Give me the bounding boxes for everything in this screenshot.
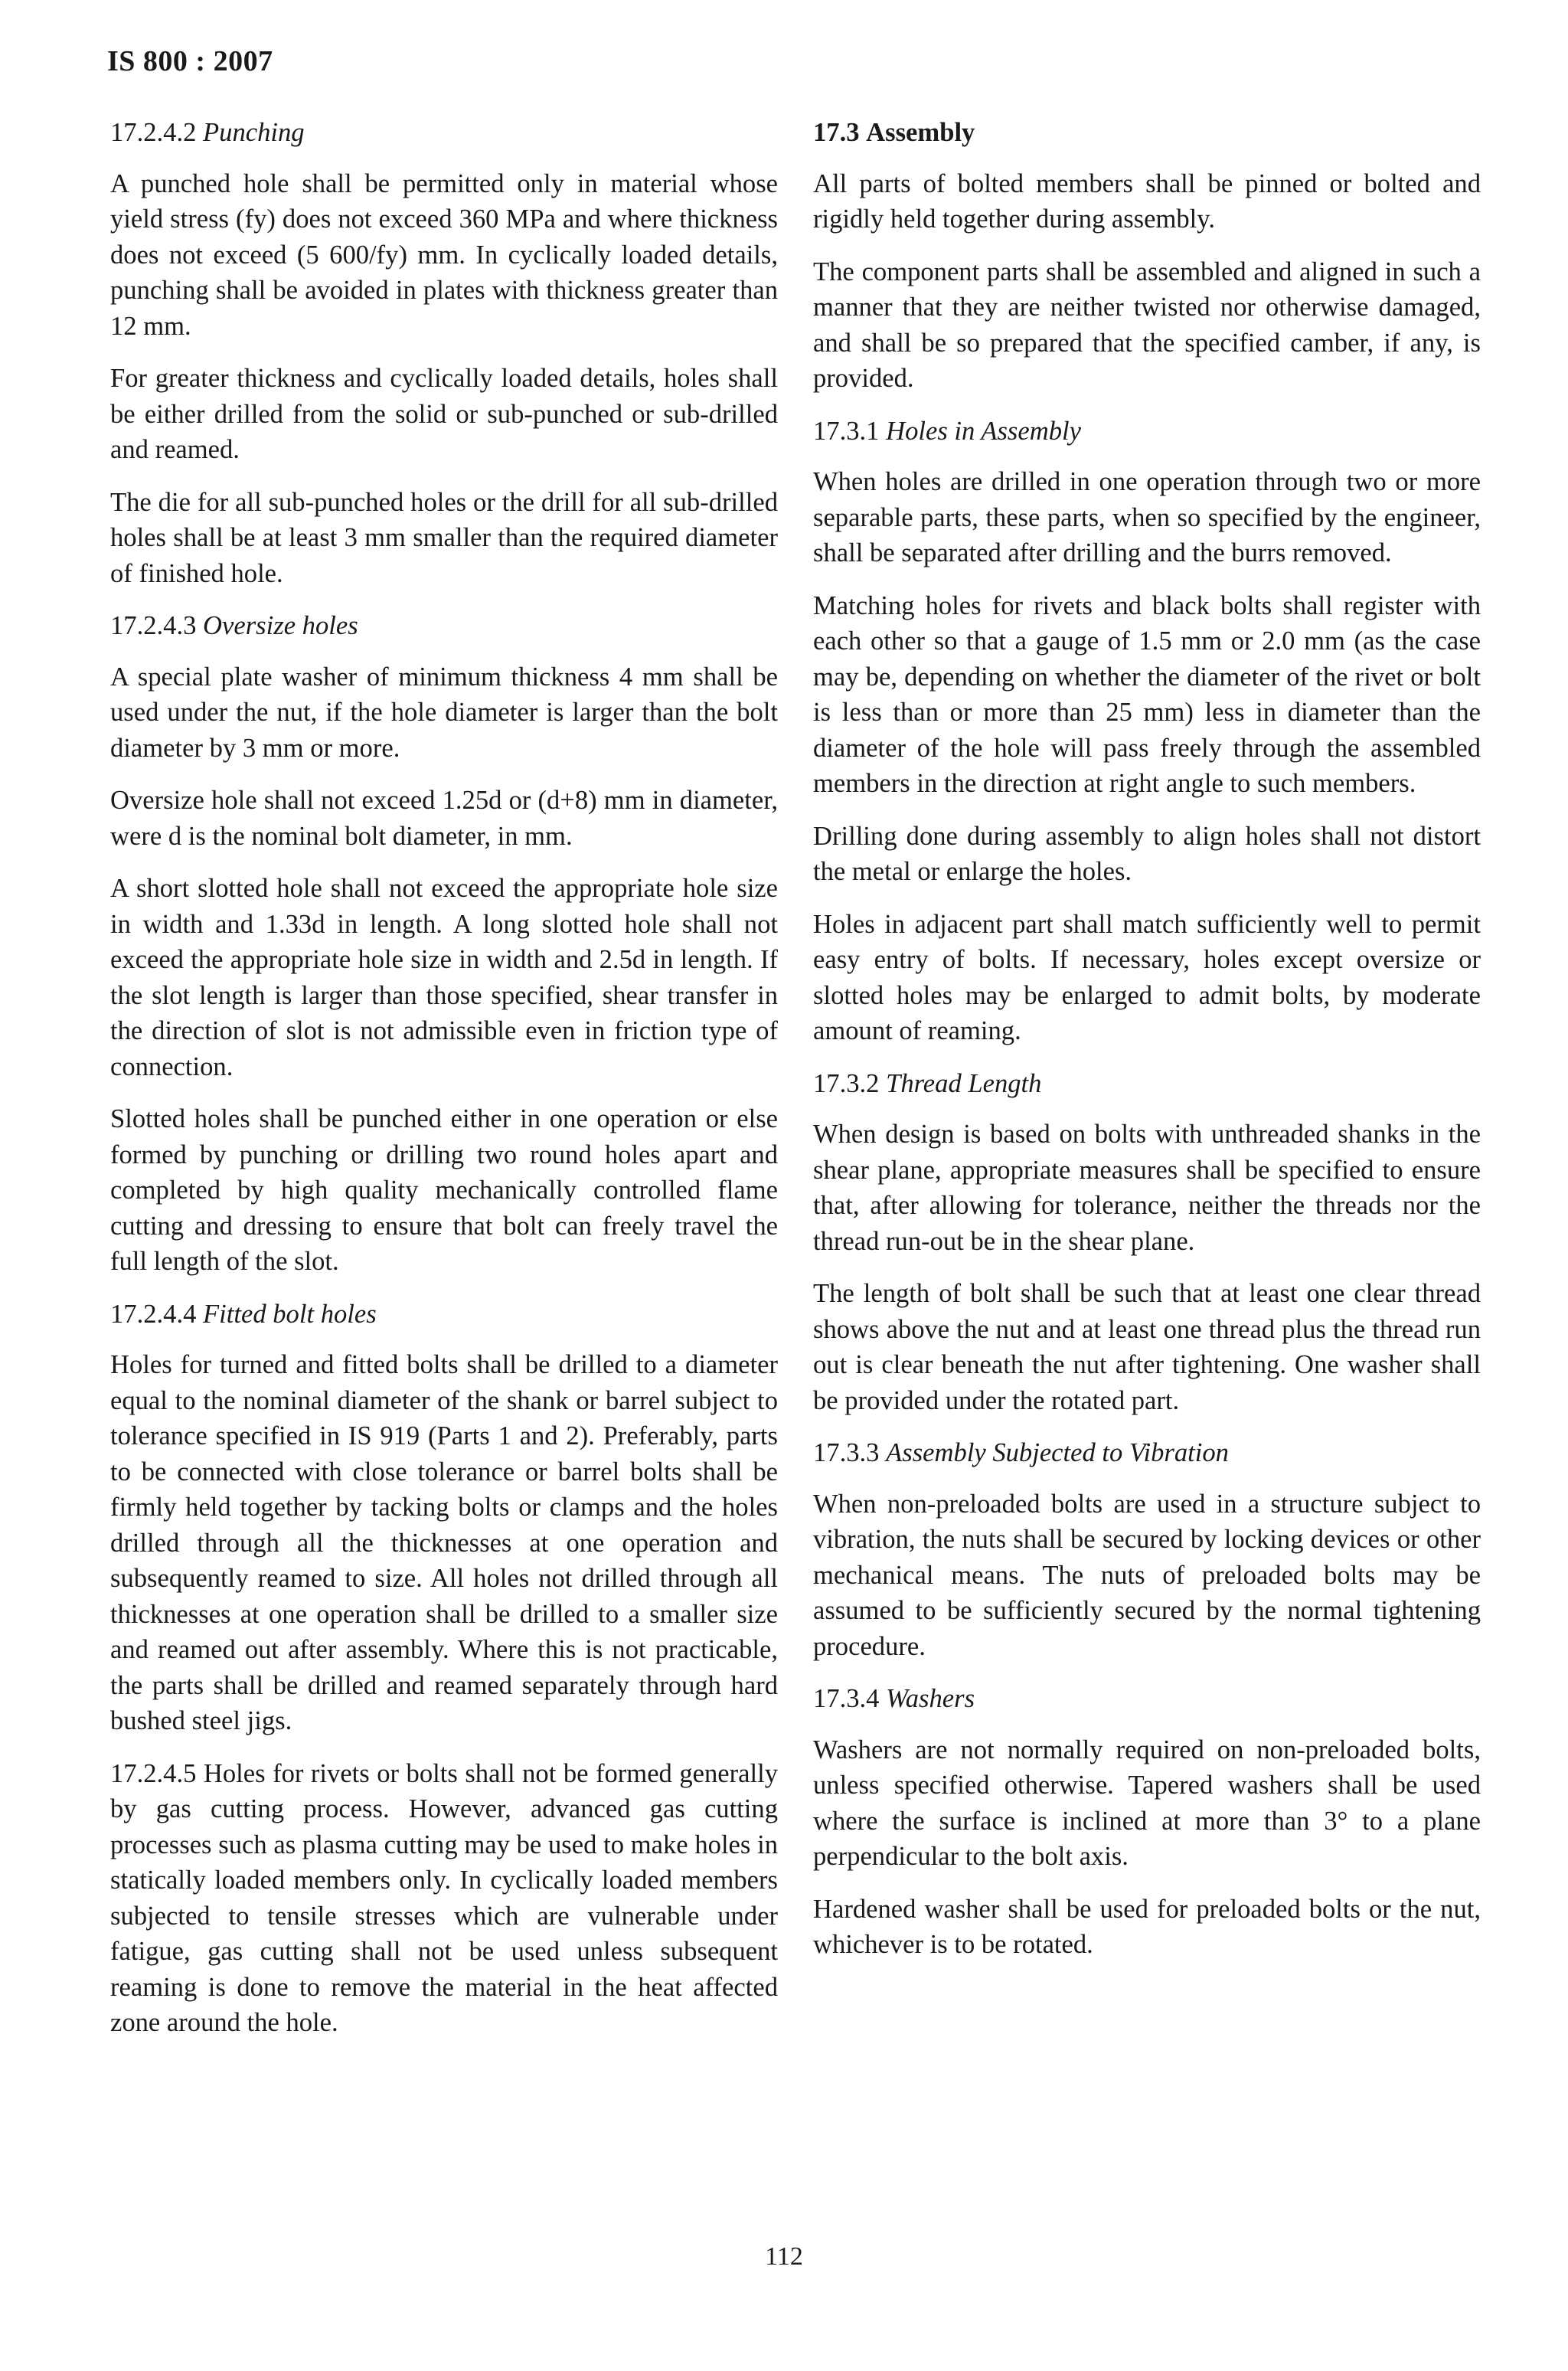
section-heading-17-2-4-3	[110, 608, 778, 644]
paragraph: For greater thickness and cyclically loaded details, holes shall be either drilled from the solid or sub-punched or sub-drilled and reamed.	[110, 364, 778, 464]
section-heading-17-2-4-4	[110, 1297, 778, 1333]
paragraph: Holes in adjacent part shall match sufficiently well to permit easy entry of bolts. If necessary, holes except oversize or slotted holes may be enlarged to admit bolts, by moderate amount of reaming.	[813, 909, 1481, 1045]
section-heading-17-3-1	[813, 414, 1481, 450]
paragraph: Slotted holes shall be punched either in one operation or else formed by punching or drilling two round holes apart and completed by high quality mechanically controlled flame cutting and dressing to ensure that bolt can freely travel the full length of the slot.	[110, 1104, 778, 1276]
left-column	[110, 115, 778, 2058]
section-title: Washers	[886, 1684, 975, 1713]
paragraph: Drilling done during assembly to align holes shall not distort the metal or enlarge the holes.	[813, 821, 1481, 886]
paragraph: The length of bolt shall be such that at least one clear thread shows above the nut and at least one thread plus the thread run out is clear beneath the nut after tightening. One washer shall be provided under the rotated part.	[813, 1279, 1481, 1415]
section-number: 17.2.4.4	[110, 1299, 197, 1329]
paragraph: The component parts shall be assembled and aligned in such a manner that they are neither twisted nor otherwise damaged, and shall be so prepared that the specified camber, if any, is provided.	[813, 257, 1481, 393]
section-title: Holes in Assembly	[886, 416, 1081, 446]
paragraph: A special plate washer of minimum thickness 4 mm shall be used under the nut, if the hole diameter is larger than the bolt diameter by 3 mm or more.	[110, 662, 778, 763]
section-title: Fitted bolt holes	[203, 1299, 377, 1329]
section-title: Assembly	[866, 118, 975, 147]
paragraph: The die for all sub-punched holes or the drill for all sub-drilled holes shall be at least 3 mm smaller than the required diameter of finished hole.	[110, 487, 778, 588]
page-number: 112	[765, 2242, 803, 2271]
section-number: 17.2.4.2	[110, 118, 197, 147]
paragraph-17-2-4-5	[110, 1756, 778, 2041]
section-number: 17.3	[813, 118, 860, 147]
right-column	[813, 115, 1481, 1980]
section-heading-17-2-4-2	[110, 115, 778, 151]
paragraph: Holes for turned and fitted bolts shall be drilled to a diameter equal to the nominal diameter of the shank or barrel subject to tolerance specified in IS 919 (Parts 1 and 2). Preferably, parts to be connected with close tolerance or barrel bolts shall be firmly held together by tacking bolts or clamps and the holes drilled through all the thicknesses at one operation and subsequently reamed to size. All holes not drilled through all thicknesses at one operation shall be drilled to a smaller size and reamed out after assembly. Where this is not practicable, the parts shall be drilled and reamed separately through hard bushed steel jigs.	[110, 1350, 778, 1735]
section-title: Assembly Subjected to Vibration	[886, 1438, 1229, 1467]
section-title: Oversize holes	[203, 611, 358, 640]
paragraph: Matching holes for rivets and black bolts shall register with each other so that a gauge of 1.5 mm or 2.0 mm (as the case may be, depending on whether the diameter of the rivet or bolt is less than or more than 25 mm) less in diameter than the diameter of the hole will pass freely through the assembled members in the direction at right angle to such members.	[813, 590, 1481, 798]
paragraph: A punched hole shall be permitted only in material whose yield stress (fy) does not exceed 360 MPa and where thickness does not exceed (5 600/fy) mm. In cyclically loaded details, punching shall be avoided in plates with thickness greater than 12 mm.	[110, 168, 778, 341]
section-number: 17.2.4.3	[110, 611, 197, 640]
paragraph: When holes are drilled in one operation through two or more separable parts, these parts, when so specified by the engineer, shall be separated after drilling and the burrs removed.	[813, 467, 1481, 567]
section-title: Thread Length	[886, 1068, 1042, 1098]
paragraph: When non-preloaded bolts are used in a structure subject to vibration, the nuts shall be secured by locking devices or other mechanical means. The nuts of preloaded bolts may be assumed to be sufficiently secured by the normal tightening procedure.	[813, 1489, 1481, 1661]
document-standard-code: IS 800 : 2007	[107, 45, 273, 77]
paragraph: A short slotted hole shall not exceed the appropriate hole size in width and 1.33d in length. A long slotted hole shall not exceed the appropriate hole size in width and 2.5d in length. If the slot length is larger than those specified, shear transfer in the direction of slot is not admissible even in friction type of connection.	[110, 874, 778, 1081]
section-heading-17-3-3	[813, 1435, 1481, 1471]
paragraph: Oversize hole shall not exceed 1.25d or (d+8) mm in diameter, were d is the nominal bolt diameter, in mm.	[110, 786, 778, 851]
section-text: Holes for rivets or bolts shall not be formed generally by gas cutting process. However, advanced gas cutting processes such as plasma cutting may be used to make holes in statically loaded members only. In cyclically loaded members subjected to tensile stresses which are vulnerable under fatigue, gas cutting shall not be used unless subsequent reaming is done to remove the material in the heat affected zone around the hole.	[110, 1758, 778, 2037]
paragraph: All parts of bolted members shall be pinned or bolted and rigidly held together during assembly.	[813, 168, 1481, 234]
section-number: 17.3.1	[813, 416, 880, 446]
paragraph: Hardened washer shall be used for preloaded bolts or the nut, whichever is to be rotated.	[813, 1894, 1481, 1959]
section-heading-17-3-4	[813, 1681, 1481, 1717]
paragraph: When design is based on bolts with unthreaded shanks in the shear plane, appropriate measures shall be specified to ensure that, after allowing for tolerance, neither the threads nor the thread run-out be in the shear plane.	[813, 1120, 1481, 1256]
section-heading-17-3-2	[813, 1066, 1481, 1102]
section-title: Punching	[203, 118, 305, 147]
section-number: 17.3.2	[813, 1068, 880, 1098]
section-number: 17.3.4	[813, 1684, 880, 1713]
section-number: 17.2.4.5	[110, 1758, 197, 1788]
paragraph: Washers are not normally required on non-preloaded bolts, unless specified otherwise. Tapered washers shall be used where the surface is inclined at more than 3° to a plane perpendicular to the bolt axis.	[813, 1735, 1481, 1871]
section-heading-17-3	[813, 115, 1481, 151]
section-number: 17.3.3	[813, 1438, 880, 1467]
